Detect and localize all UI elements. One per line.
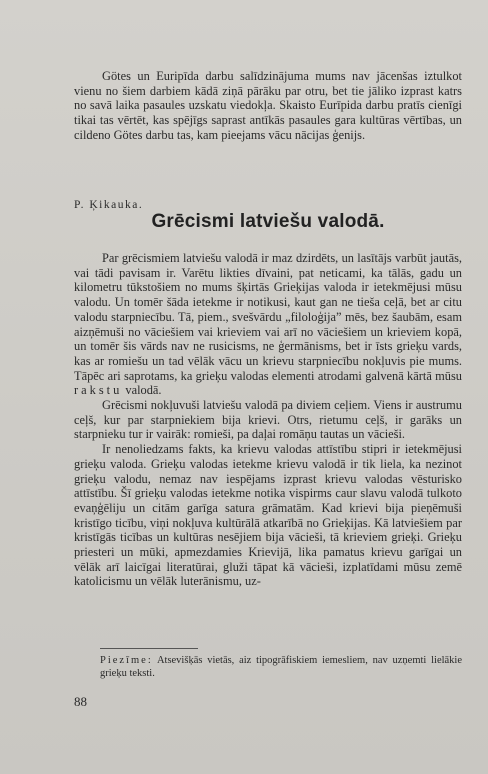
- intro-paragraph-block: [74, 69, 462, 143]
- footnote-label: Piezīme:: [100, 655, 153, 666]
- body-paragraph-1-end: valodā.: [125, 383, 162, 398]
- page-number: 88: [74, 694, 87, 709]
- body-paragraph-3: Ir nenoliedzams fakts, ka krievu valodas attīstību stipri ir ietekmējusi grieķu valoda. Grieķu valodas ietekme krievu valodā ir tik liela, ka nezinot grieķu valodu, nemaz nav iespējams izprast krievu valodas vēsturisko attīstību. Šī grieķu valodas ietekme notika vispirms caur slavu valodā tulkoto evaņģēliju un citām garīga satura grāmatām. Kad krievi bija pieņēmuši kristīgo ticību, viņi nokļuva kultūrālā atkarībā no Grieķijas. Kā latviešiem par kristīgās ticības un kultūras nesējiem bija vācieši, tā krieviem grieķi. Grieķu priesteri un mūki, apmezdamies Krievijā, lika pamatus krievu garīgai un vēlāk arī laicīgai literatūrai, gluži tāpat kā vācieši, izplatīdami mūsu zemē katolicismu un vēlāk luterānismu, uz-: [74, 442, 462, 589]
- footnote-text: Atsevišķās vietās, aiz tipogrāfiskiem iemesliem, nav uzņemti lielākie grieķu teksti.: [100, 655, 463, 679]
- body-paragraph-1: [74, 251, 462, 398]
- article-author: P. Ķikauka.: [74, 199, 144, 211]
- emphasized-word: rakstu: [74, 383, 123, 398]
- footnote-divider: [100, 648, 198, 649]
- article-body: [74, 251, 462, 589]
- body-paragraph-2: Grēcismi nokļuvuši latviešu valodā pa diviem ceļiem. Viens ir austrumu ceļš, kur par starpniekiem bija krievi. Otrs, rietumu ceļš, ir garāks un starpnieku tur ir vairāk: romieši, pa daļai romāņu tautas un vācieši.: [74, 398, 462, 442]
- footnote: [100, 655, 462, 680]
- body-paragraph-1-text: Par grēcismiem latviešu valodā ir maz dzirdēts, un lasītājs varbūt jautās, vai tādi pavisam ir. Varētu likties dīvaini, pat neticami, ka tālās, gadu un kilometru tūkstošiem no mums šķirtās Grieķijas valoda ir ietekmējusi mūsu valodu. Un tomēr šāda ietekme ir notikusi, kaut gan ne tieša ceļā, bet ar citu valodu starpniecību. Tā, piem., svešvārdu „filoloģija” mēs, bez šaubām, esam aizņēmuši no vāciešiem vai krieviem vai arī no vāciešiem un krieviem kopā, un tomēr šis vārds nav ne rusicisms, ne ģermānisms, bet ir īsts grieķu vards, kas ar romiešu un tad vēlāk vācu un krievu starpniecību nokļuvis pie mums. Tāpēc ari saprotams, ka grieķu valodas elementi atrodami galvenā kārtā mūsu: [74, 251, 462, 383]
- intro-paragraph: Götes un Euripīda darbu salīdzinājuma mums nav jācenšas iztulkot vienu no šiem darbiem kādā ziņā pārāku par otru, bet tie jāliko izprast katrs no savā laika pasaules uzskatu viedokļa. Skaisto Eurīpida darbu pratīs cienīgi tikai tas vērtēt, kas spējīgs saprast antīkās pasaules gara kultūras vērtības, un cildeno Götes darbu tas, kam pieejams vācu nācijas ģenijs.: [74, 69, 462, 142]
- article-title: Grēcismi latviešu valodā.: [151, 211, 385, 232]
